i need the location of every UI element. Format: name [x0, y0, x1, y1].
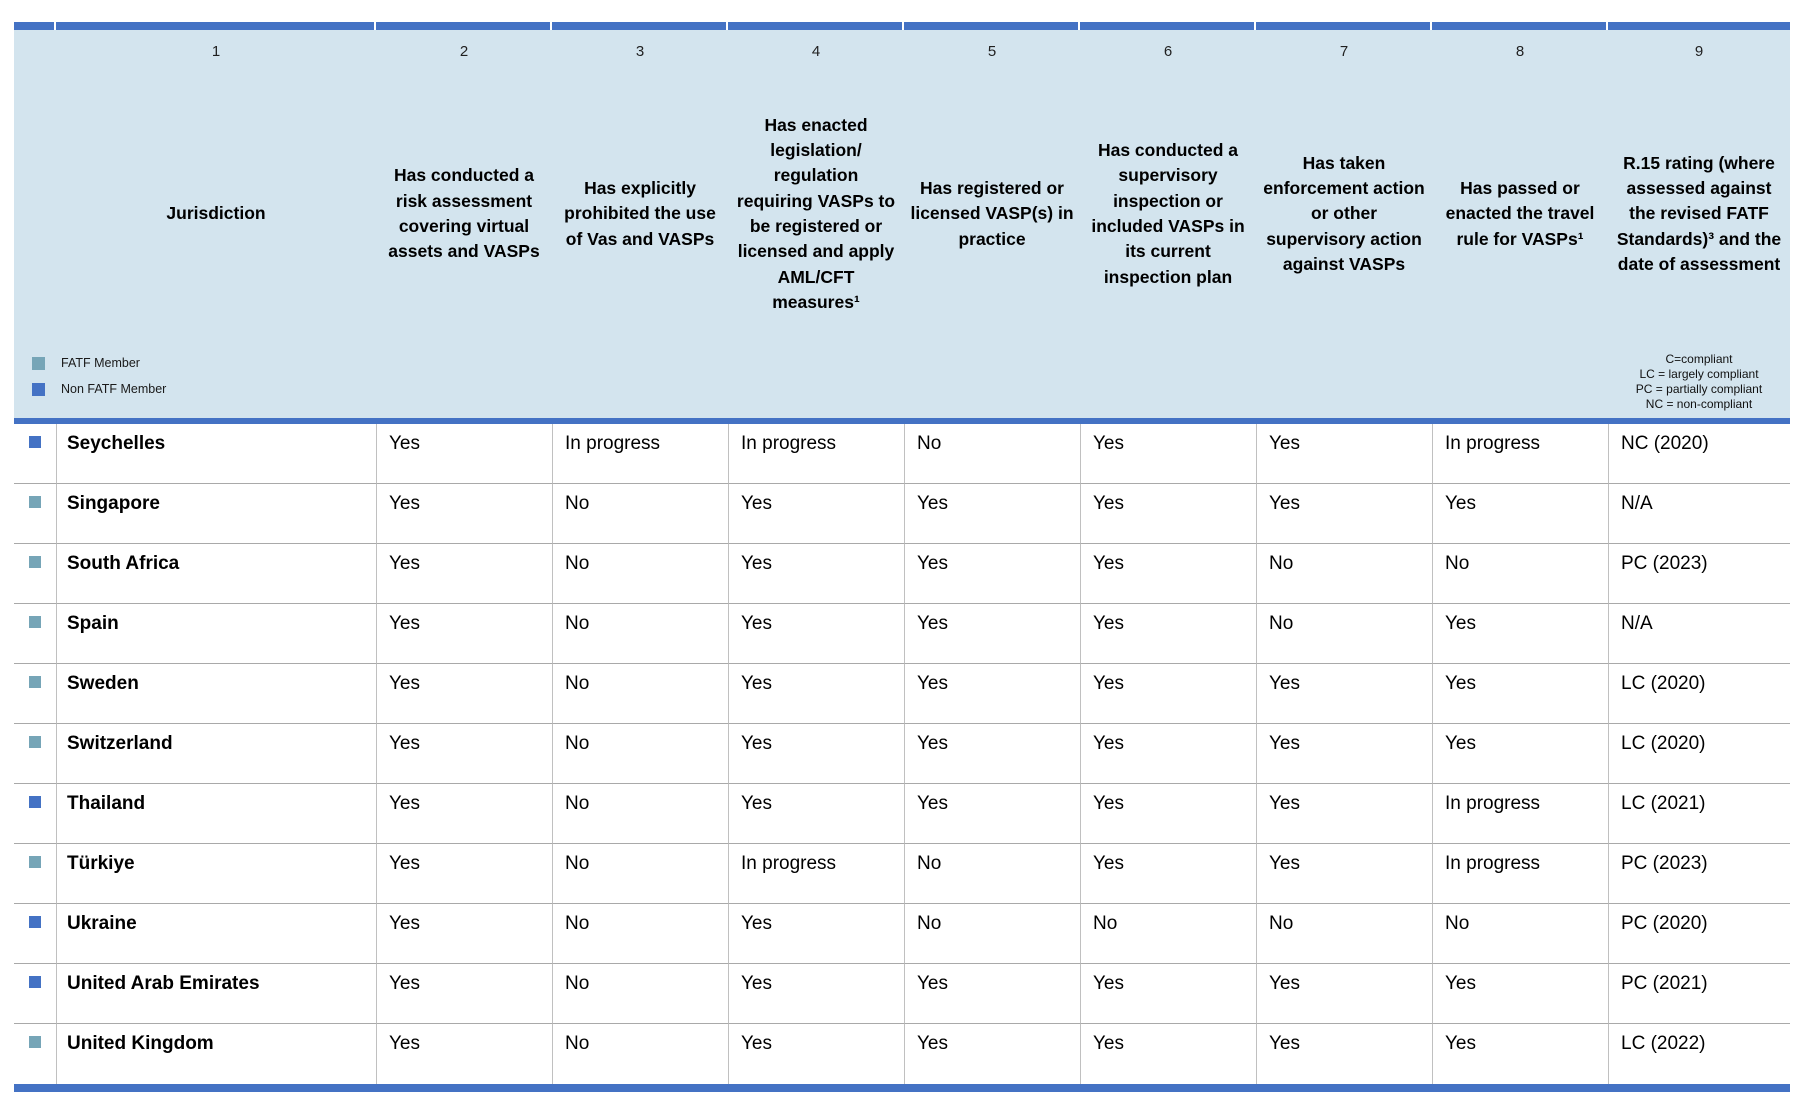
table-row: [14, 544, 1790, 604]
cell-risk-assessment: Yes: [376, 844, 552, 904]
cell-risk-assessment: Yes: [376, 784, 552, 844]
cell-travel-rule: Yes: [1432, 1024, 1608, 1084]
jurisdiction-name: Sweden: [56, 664, 376, 724]
column-number: 5: [987, 42, 997, 60]
column-header-travel-rule: Has passed or enacted the travel rule for VASPs¹: [1445, 177, 1595, 249]
legend-item-non-fatf-member: [32, 382, 166, 396]
column-number: 3: [635, 42, 645, 60]
cell-registered: No: [904, 904, 1080, 964]
cell-risk-assessment: Yes: [376, 484, 552, 544]
table-row: [14, 724, 1790, 784]
cell-r15-rating: PC (2023): [1608, 544, 1790, 604]
cell-enforcement: Yes: [1256, 844, 1432, 904]
cell-r15-rating: N/A: [1608, 604, 1790, 664]
cell-registered: Yes: [904, 1024, 1080, 1084]
jurisdiction-name: Seychelles: [56, 424, 376, 484]
legend-label: FATF Member: [61, 356, 140, 370]
legend-label: Non FATF Member: [61, 382, 167, 396]
cell-risk-assessment: Yes: [376, 904, 552, 964]
vasp-regulation-table: [14, 22, 1790, 1092]
cell-inspection: Yes: [1080, 844, 1256, 904]
column-header-prohibition: Has explicitly prohibited the use of Vas and VASPs: [564, 177, 716, 249]
cell-r15-rating: LC (2020): [1608, 724, 1790, 784]
cell-r15-rating: PC (2021): [1608, 964, 1790, 1024]
cell-r15-rating: LC (2022): [1608, 1024, 1790, 1084]
cell-r15-rating: LC (2021): [1608, 784, 1790, 844]
member-marker-icon: [29, 556, 41, 568]
cell-enforcement: No: [1256, 604, 1432, 664]
membership-legend: [32, 344, 166, 396]
cell-registered: No: [904, 844, 1080, 904]
table-row: [14, 664, 1790, 724]
table-row: [14, 1024, 1790, 1084]
cell-risk-assessment: Yes: [376, 424, 552, 484]
cell-r15-rating: N/A: [1608, 484, 1790, 544]
column-header-inspection: Has conducted a supervisory inspection or included VASPs in its current inspection plan: [1091, 139, 1245, 287]
cell-registered: No: [904, 424, 1080, 484]
column-header-row: [14, 64, 1790, 364]
cell-travel-rule: In progress: [1432, 784, 1608, 844]
cell-prohibition: No: [552, 484, 728, 544]
cell-legislation: Yes: [728, 544, 904, 604]
cell-inspection: Yes: [1080, 424, 1256, 484]
cell-travel-rule: In progress: [1432, 844, 1608, 904]
member-marker-icon: [29, 436, 41, 448]
cell-inspection: Yes: [1080, 604, 1256, 664]
member-marker-icon: [29, 1036, 41, 1048]
rating-legend-line: C=compliant: [1665, 352, 1733, 366]
cell-enforcement: Yes: [1256, 1024, 1432, 1084]
cell-legislation: Yes: [728, 964, 904, 1024]
cell-enforcement: No: [1256, 544, 1432, 604]
column-header-jurisdiction: Jurisdiction: [166, 203, 266, 224]
member-marker-icon: [29, 676, 41, 688]
cell-registered: Yes: [904, 724, 1080, 784]
cell-legislation: Yes: [728, 784, 904, 844]
cell-legislation: Yes: [728, 484, 904, 544]
column-header-r15-rating: R.15 rating (where assessed against the revised FATF Standards)³ and the date of assessment: [1616, 152, 1782, 275]
table-row: [14, 604, 1790, 664]
cell-inspection: Yes: [1080, 544, 1256, 604]
cell-registered: Yes: [904, 484, 1080, 544]
cell-prohibition: No: [552, 724, 728, 784]
cell-prohibition: No: [552, 544, 728, 604]
cell-enforcement: Yes: [1256, 424, 1432, 484]
cell-inspection: Yes: [1080, 664, 1256, 724]
table-top-border: [14, 22, 1790, 30]
member-marker-icon: [29, 976, 41, 988]
column-number: 8: [1515, 42, 1525, 60]
cell-travel-rule: No: [1432, 904, 1608, 964]
table-bottom-border: [14, 1084, 1790, 1092]
cell-inspection: Yes: [1080, 964, 1256, 1024]
cell-prohibition: No: [552, 664, 728, 724]
cell-inspection: Yes: [1080, 1024, 1256, 1084]
cell-travel-rule: No: [1432, 544, 1608, 604]
cell-r15-rating: LC (2020): [1608, 664, 1790, 724]
cell-registered: Yes: [904, 784, 1080, 844]
jurisdiction-name: Spain: [56, 604, 376, 664]
cell-legislation: Yes: [728, 1024, 904, 1084]
jurisdiction-name: South Africa: [56, 544, 376, 604]
cell-legislation: Yes: [728, 604, 904, 664]
cell-inspection: Yes: [1080, 784, 1256, 844]
column-header-registered: Has registered or licensed VASP(s) in practice: [910, 177, 1074, 249]
cell-inspection: Yes: [1080, 484, 1256, 544]
cell-prohibition: No: [552, 844, 728, 904]
column-number: 7: [1339, 42, 1349, 60]
member-marker-icon: [29, 616, 41, 628]
cell-travel-rule: Yes: [1432, 664, 1608, 724]
column-header-enforcement: Has taken enforcement action or other supervisory action against VASPs: [1263, 152, 1425, 275]
cell-registered: Yes: [904, 964, 1080, 1024]
cell-travel-rule: Yes: [1432, 964, 1608, 1024]
rating-legend-line: NC = non-compliant: [1645, 397, 1753, 411]
table-header: [14, 30, 1790, 418]
cell-risk-assessment: Yes: [376, 544, 552, 604]
cell-registered: Yes: [904, 544, 1080, 604]
cell-legislation: Yes: [728, 664, 904, 724]
cell-registered: Yes: [904, 664, 1080, 724]
legend-item-fatf-member: [32, 356, 166, 370]
cell-legislation: Yes: [728, 724, 904, 784]
table-row: [14, 784, 1790, 844]
cell-prohibition: No: [552, 904, 728, 964]
cell-enforcement: Yes: [1256, 484, 1432, 544]
jurisdiction-name: Switzerland: [56, 724, 376, 784]
cell-travel-rule: Yes: [1432, 604, 1608, 664]
cell-travel-rule: Yes: [1432, 484, 1608, 544]
jurisdiction-name: Thailand: [56, 784, 376, 844]
jurisdiction-name: Ukraine: [56, 904, 376, 964]
rating-legend: [1608, 352, 1790, 412]
cell-risk-assessment: Yes: [376, 1024, 552, 1084]
cell-legislation: In progress: [728, 844, 904, 904]
jurisdiction-name: Singapore: [56, 484, 376, 544]
jurisdiction-name: United Arab Emirates: [56, 964, 376, 1024]
cell-enforcement: Yes: [1256, 664, 1432, 724]
rating-legend-line: LC = largely compliant: [1639, 367, 1759, 381]
cell-travel-rule: Yes: [1432, 724, 1608, 784]
member-marker-icon: [29, 856, 41, 868]
non-fatf-member-swatch-icon: [32, 383, 45, 396]
cell-enforcement: Yes: [1256, 964, 1432, 1024]
cell-prohibition: No: [552, 784, 728, 844]
cell-registered: Yes: [904, 604, 1080, 664]
cell-legislation: Yes: [728, 904, 904, 964]
column-number: 6: [1163, 42, 1173, 60]
cell-travel-rule: In progress: [1432, 424, 1608, 484]
column-number: 1: [211, 42, 221, 60]
cell-risk-assessment: Yes: [376, 604, 552, 664]
column-number-row: [14, 30, 1790, 64]
cell-enforcement: Yes: [1256, 724, 1432, 784]
table-row: [14, 484, 1790, 544]
table-row: [14, 904, 1790, 964]
cell-r15-rating: PC (2023): [1608, 844, 1790, 904]
member-marker-icon: [29, 496, 41, 508]
cell-r15-rating: NC (2020): [1608, 424, 1790, 484]
member-marker-icon: [29, 796, 41, 808]
cell-inspection: Yes: [1080, 724, 1256, 784]
cell-risk-assessment: Yes: [376, 724, 552, 784]
table-row: [14, 844, 1790, 904]
cell-prohibition: No: [552, 1024, 728, 1084]
column-header-risk-assessment: Has conducted a risk assessment covering virtual assets and VASPs: [388, 165, 540, 262]
table-row: [14, 964, 1790, 1024]
table-row: [14, 424, 1790, 484]
member-marker-icon: [29, 736, 41, 748]
column-header-legislation: Has enacted legislation/ regulation requiring VASPs to be registered or licensed and apply AML/CFT measures¹: [736, 114, 896, 313]
cell-prohibition: No: [552, 964, 728, 1024]
column-number: 9: [1694, 42, 1704, 60]
cell-enforcement: No: [1256, 904, 1432, 964]
jurisdiction-name: United Kingdom: [56, 1024, 376, 1084]
cell-prohibition: No: [552, 604, 728, 664]
cell-enforcement: Yes: [1256, 784, 1432, 844]
cell-inspection: No: [1080, 904, 1256, 964]
cell-prohibition: In progress: [552, 424, 728, 484]
rating-legend-line: PC = partially compliant: [1635, 382, 1763, 396]
cell-risk-assessment: Yes: [376, 664, 552, 724]
cell-r15-rating: PC (2020): [1608, 904, 1790, 964]
member-marker-icon: [29, 916, 41, 928]
cell-risk-assessment: Yes: [376, 964, 552, 1024]
column-number: 4: [811, 42, 821, 60]
fatf-member-swatch-icon: [32, 357, 45, 370]
jurisdiction-name: Türkiye: [56, 844, 376, 904]
column-number: 2: [459, 42, 469, 60]
table-body: [14, 424, 1790, 1084]
cell-legislation: In progress: [728, 424, 904, 484]
